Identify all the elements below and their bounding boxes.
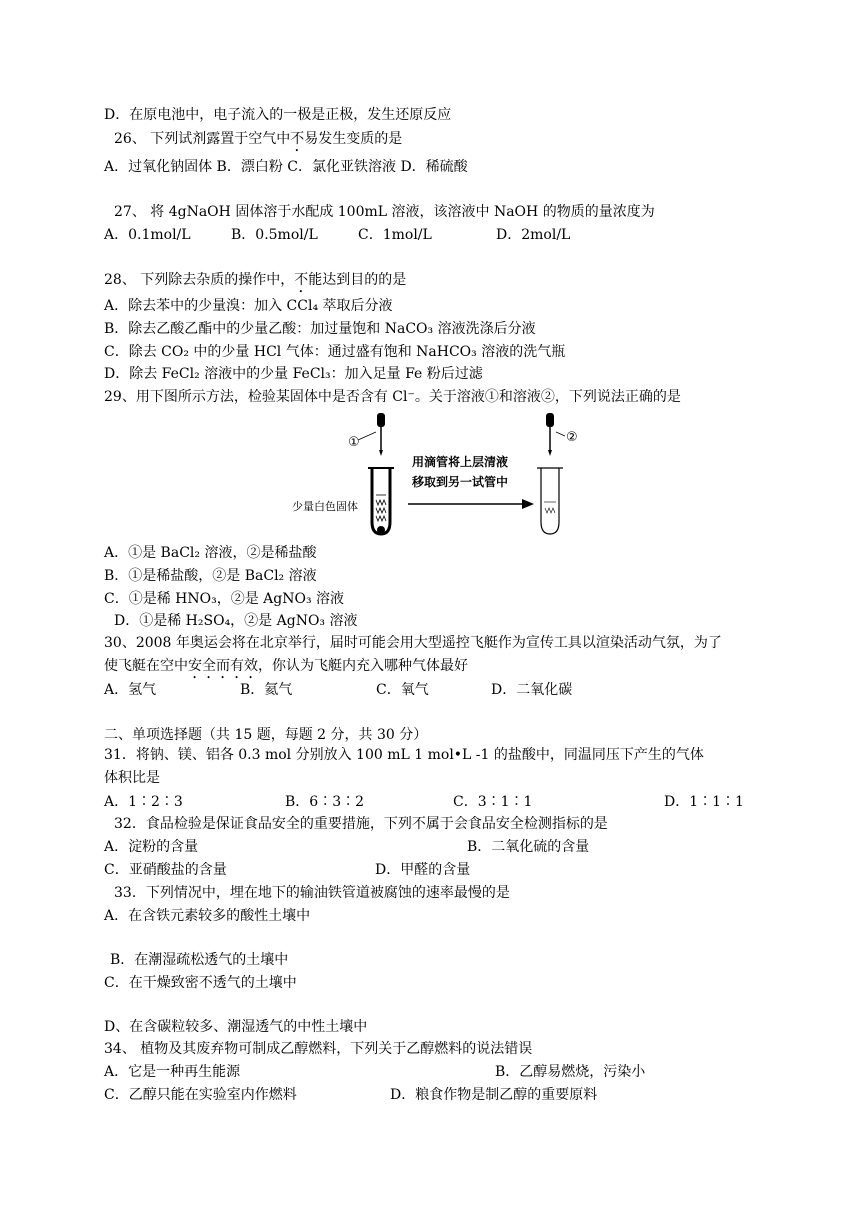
test-tube-2-icon bbox=[537, 468, 563, 534]
q29-option-c: C．①是稀 HNO₃，②是 AgNO₃ 溶液 bbox=[104, 591, 345, 607]
q26-stem-post: 易发生变质的是 bbox=[304, 131, 403, 147]
q26-stem-pre: 26、 下列试剂露置于空气中 bbox=[114, 131, 291, 147]
q32-option-a: A．淀粉的含量 bbox=[104, 839, 199, 855]
q29-option-b: B．①是稀盐酸，②是 BaCl₂ 溶液 bbox=[104, 568, 317, 584]
q27-option-b: B．0.5mol/L bbox=[231, 227, 318, 243]
section-2-heading: 二、单项选择题（共 15 题，每题 2 分，共 30 分） bbox=[104, 727, 428, 743]
q33-option-b: B．在潮湿疏松透气的土壤中 bbox=[110, 952, 289, 968]
q31-stem-line1: 31．将钠、镁、铝各 0.3 mol 分别放入 100 mL 1 mol•L -1 的盐酸中，同温同压下产生的气体 bbox=[104, 747, 704, 763]
q28-stem bbox=[104, 270, 406, 296]
dropper-1-icon bbox=[377, 413, 385, 456]
q31-option-d: D．1∶1∶1 bbox=[664, 794, 744, 810]
q31-option-c: C．3∶1∶1 bbox=[453, 794, 533, 810]
q31-stem-line2: 体积比是 bbox=[104, 770, 160, 786]
q30-option-c: C．氧气 bbox=[376, 682, 429, 698]
q32-option-d: D．甲醛的含量 bbox=[375, 862, 471, 878]
dropper-2-label: ② bbox=[566, 430, 578, 445]
q27-option-a: A．0.1mol/L bbox=[104, 227, 191, 243]
q30-stem-emphasis: 安全而有效 bbox=[188, 658, 258, 674]
q26-stem-emphasis: 不 bbox=[290, 131, 305, 147]
q28-option-b: B．除去乙酸乙酯中的少量乙酸：加过量饱和 NaCO₃ 溶液洗涤后分液 bbox=[104, 321, 536, 337]
test-tube-figure bbox=[290, 410, 590, 540]
q32-option-c: C．亚硝酸盐的含量 bbox=[104, 862, 227, 878]
arrow-caption-line1: 用滴管将上层清液 bbox=[412, 455, 509, 469]
q26-options: A．过氧化钠固体 B．漂白粉 C．氯化亚铁溶液 D．稀硫酸 bbox=[104, 159, 468, 175]
q32-stem: 32．食品检验是保证食品安全的重要措施，下列不属于会食品安全检测指标的是 bbox=[114, 816, 608, 832]
q32-option-b: B．二氧化硫的含量 bbox=[467, 839, 590, 855]
q29-option-a: A．①是 BaCl₂ 溶液，②是稀盐酸 bbox=[104, 545, 317, 561]
q30-stem-line2-pre: 使飞艇在空中 bbox=[104, 658, 188, 674]
right-arrow-icon bbox=[408, 499, 534, 509]
q29-option-d: D．①是稀 H₂SO₄，②是 AgNO₃ 溶液 bbox=[114, 613, 358, 629]
q33-option-a: A．在含铁元素较多的酸性土壤中 bbox=[104, 908, 311, 924]
q30-option-d: D．二氧化碳 bbox=[491, 682, 573, 698]
q28-option-d: D．除去 FeCl₂ 溶液中的少量 FeCl₃：加入足量 Fe 粉后过滤 bbox=[104, 366, 483, 382]
q30-option-b: B．氦气 bbox=[240, 682, 293, 698]
q30-stem-line2-post: ，你认为飞艇内充入哪种气体最好 bbox=[258, 658, 468, 674]
q33-option-c: C．在干燥致密不透气的土壤中 bbox=[104, 975, 297, 991]
q28-stem-pre: 28、 下列除去杂质的操作中， bbox=[104, 272, 295, 288]
q31-option-b: B．6∶3∶2 bbox=[285, 794, 365, 810]
arrow-caption-line2: 移取到另一试管中 bbox=[412, 475, 509, 489]
q34-option-c: C．乙醇只能在实验室内作燃料 bbox=[104, 1087, 297, 1103]
q34-option-d: D．粮食作物是制乙醇的重要原料 bbox=[390, 1087, 598, 1103]
q33-option-d: D、在含碳粒较多、潮湿透气的中性土壤中 bbox=[104, 1019, 368, 1035]
q30-option-a: A．氢气 bbox=[104, 682, 157, 698]
dropper-1-label: ① bbox=[348, 435, 360, 450]
q31-option-a: A．1∶2∶3 bbox=[104, 794, 183, 810]
q27-option-d: D．2mol/L bbox=[496, 227, 571, 243]
q25-option-d: D．在原电池中，电子流入的一极是正极，发生还原反应 bbox=[104, 107, 452, 123]
q29-stem: 29、用下图所示方法，检验某固体中是否含有 Cl⁻。关于溶液①和溶液②，下列说法正确的是 bbox=[104, 389, 681, 405]
q27-option-c: C．1mol/L bbox=[358, 227, 432, 243]
q27-stem: 27、 将 4gNaOH 固体溶于水配成 100mL 溶液，该溶液中 NaOH 的物质的量浓度为 bbox=[114, 204, 655, 220]
q34-stem: 34、 植物及其废弃物可制成乙醇燃料，下列关于乙醇燃料的说法错误 bbox=[104, 1041, 533, 1057]
q28-option-c: C．除去 CO₂ 中的少量 HCl 气体：通过盛有饱和 NaHCO₃ 溶液的洗气瓶 bbox=[104, 344, 566, 360]
q28-stem-post: 能达到目的的是 bbox=[308, 272, 407, 288]
test-tube-1-icon bbox=[368, 468, 394, 534]
q30-stem-line2 bbox=[104, 656, 468, 682]
q33-stem: 33．下列情况中，埋在地下的输油铁管道被腐蚀的速率最慢的是 bbox=[114, 885, 510, 901]
dropper-2-icon bbox=[546, 413, 554, 456]
q30-stem-line1: 30、2008 年奥运会将在北京举行，届时可能会用大型遥控飞艇作为宣传工具以渲染活动气氛，为了 bbox=[104, 635, 722, 651]
q28-option-a: A．除去苯中的少量溴：加入 CCl₄ 萃取后分液 bbox=[104, 298, 393, 314]
q28-stem-emphasis: 不 bbox=[294, 272, 309, 288]
q26-stem bbox=[114, 129, 402, 155]
q34-option-b: B．乙醇易燃烧，污染小 bbox=[495, 1064, 646, 1080]
solid-label: 少量白色固体 bbox=[292, 500, 358, 513]
q34-option-a: A．它是一种再生能源 bbox=[104, 1064, 241, 1080]
